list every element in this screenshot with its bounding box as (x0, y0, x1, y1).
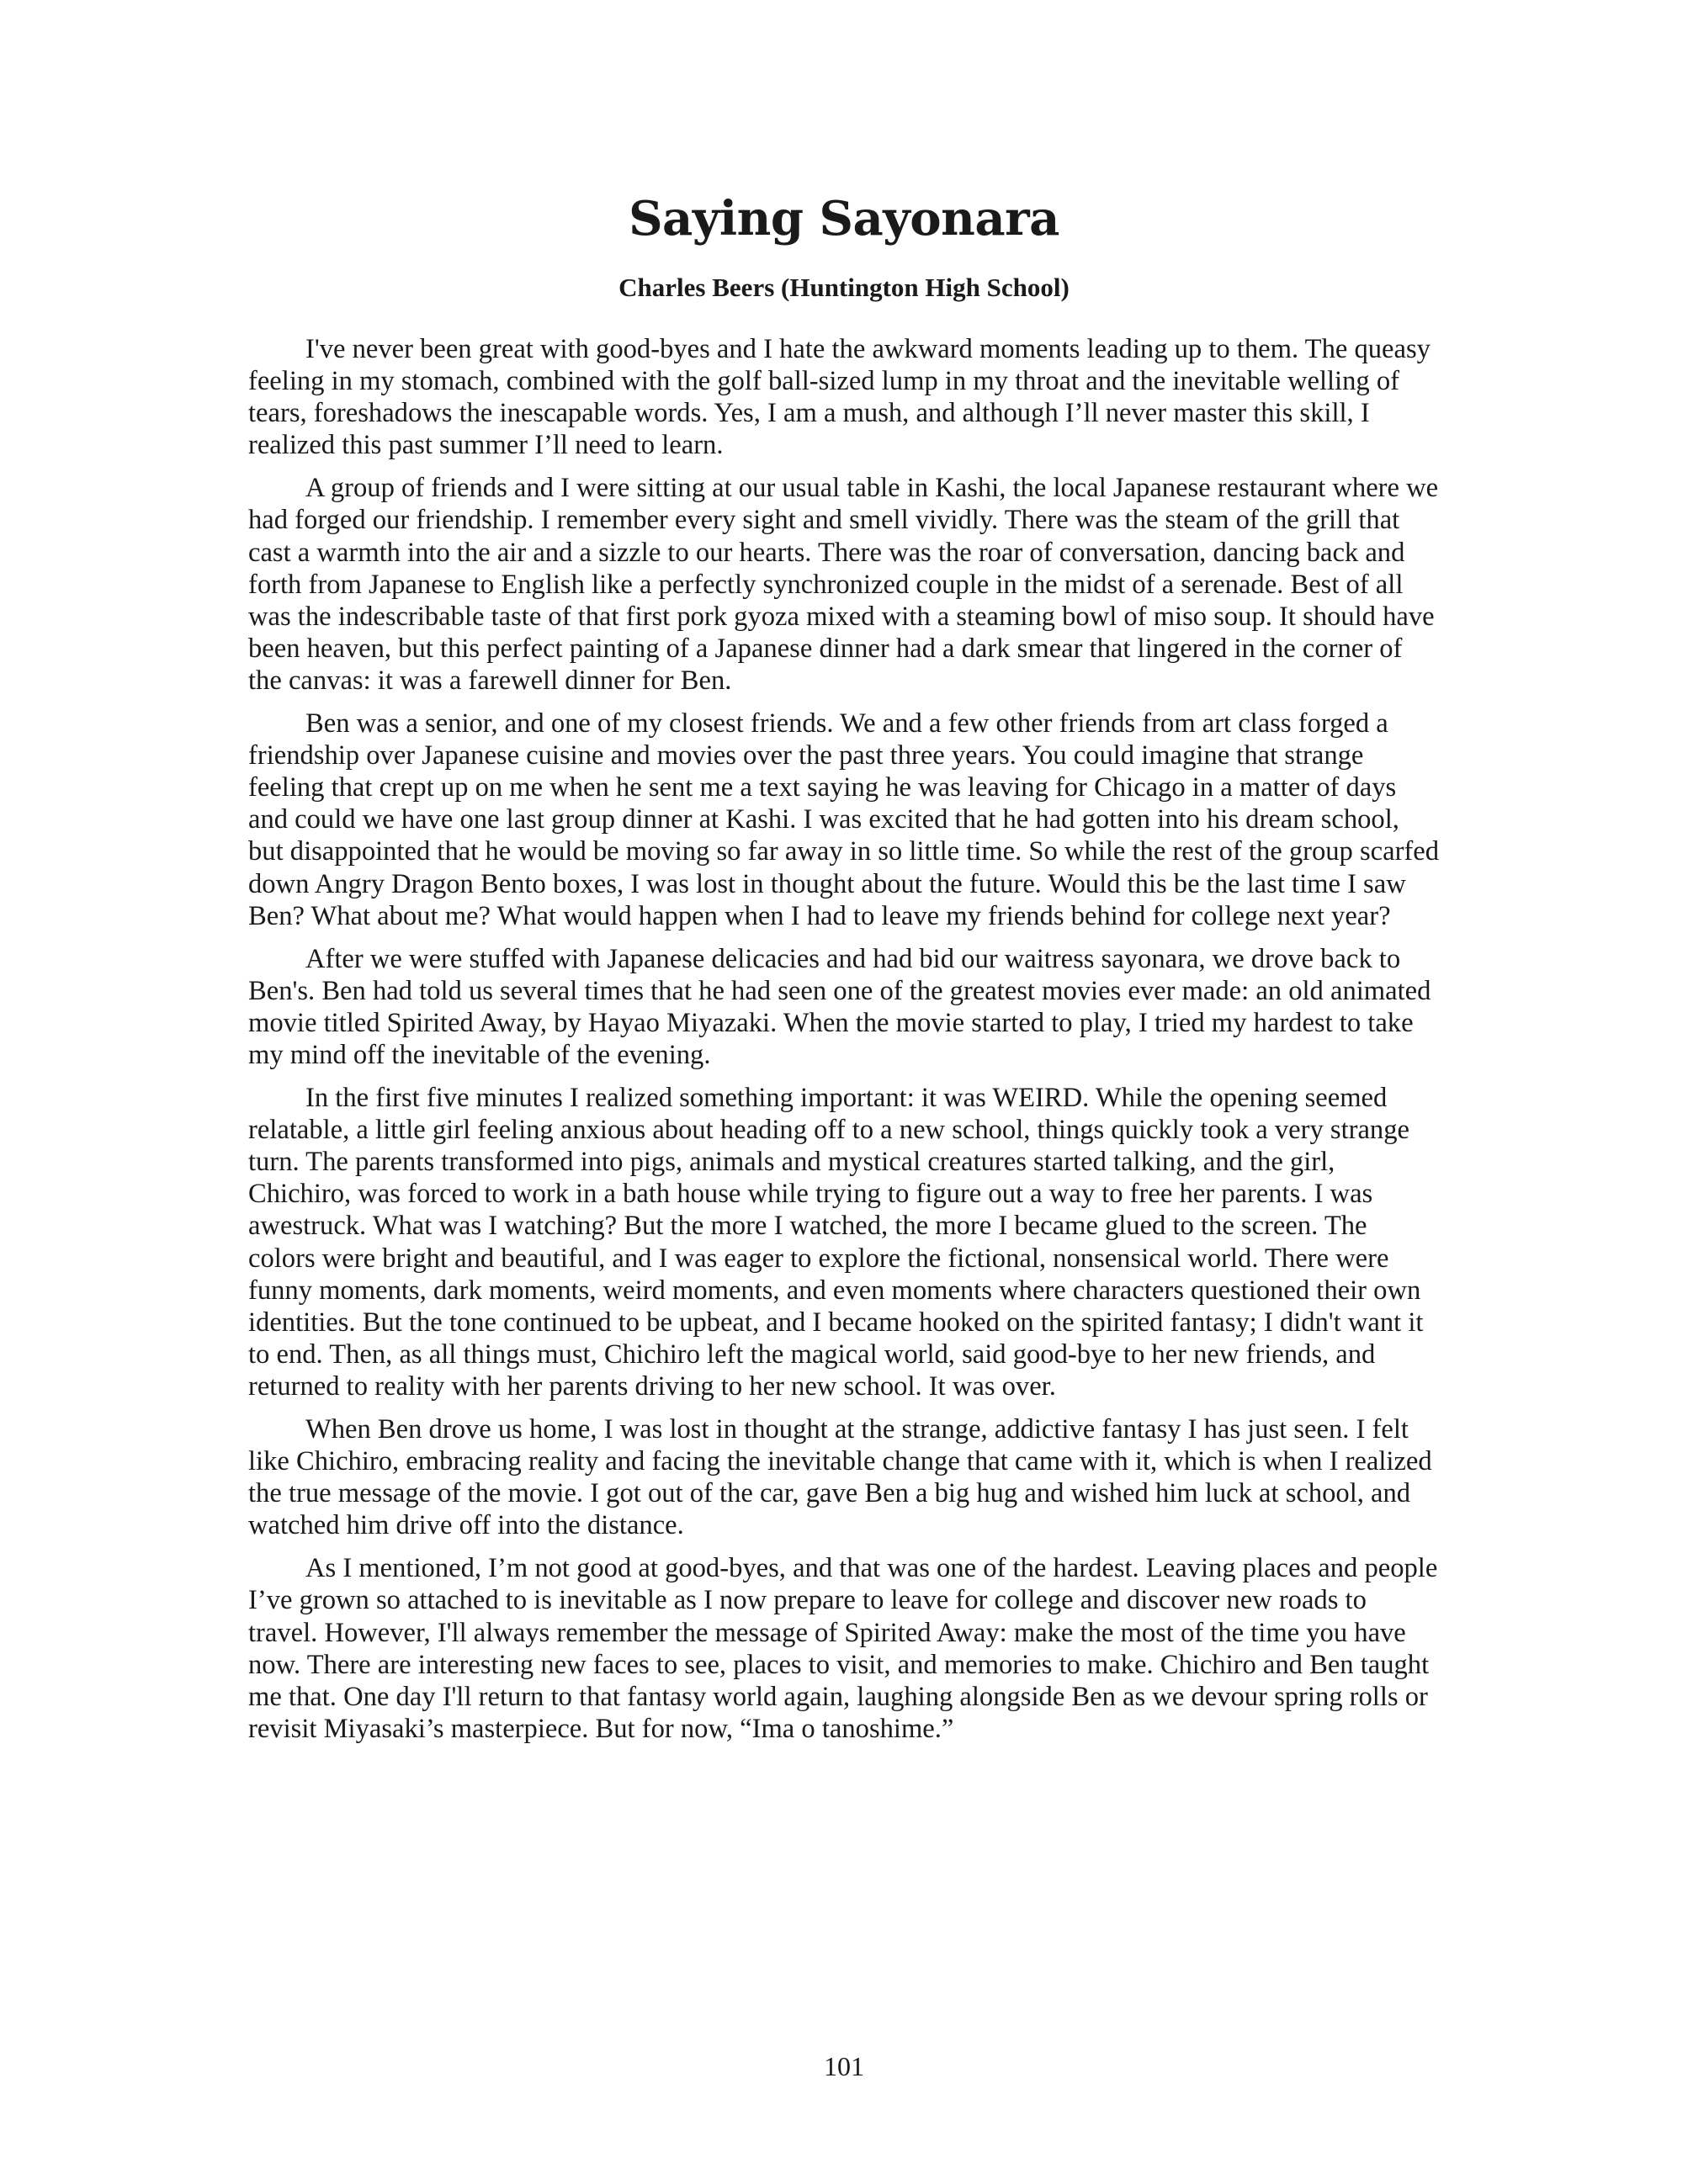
essay-title: Saying Sayonara (629, 191, 1059, 246)
author-byline: Charles Beers (Huntington High School) (618, 273, 1070, 302)
paragraph: As I mentioned, I’m not good at good-byes, and that was one of the hardest. Leaving places and people I’ve grown so attached to is inevitable as I now prepare to leave for college and discover new roads to travel. However, I'll always remember the message of Spirited Away: make the most of the time you have now. There are interesting new faces to see, places to visit, and memories to make. Chichiro and Ben taught me that. One day I'll return to that fantasy world again, laughing alongside Ben as we devour spring rolls or revisit Miyasaki’s masterpiece. But for now, “Ima o tanoshime.” (248, 1553, 1438, 1744)
essay-body (248, 333, 1440, 1756)
paragraph: After we were stuffed with Japanese delicacies and had bid our waitress sayonara, we drove back to Ben's. Ben had told us several times that he had seen one of the greatest movies ever made: an old animated movie titled Spirited Away, by Hayao Miyazaki. When the movie started to play, I tried my hardest to take my mind off the inevitable of the evening. (248, 943, 1431, 1070)
paragraph: When Ben drove us home, I was lost in thought at the strange, addictive fantasy I has just seen. I felt like Chichiro, embracing reality and facing the inevitable change that came with it, which is when I realized the true message of the movie. I got out of the car, gave Ben a big hug and wished him luck at school, and watched him drive off into the distance. (248, 1414, 1432, 1541)
paragraph: A group of friends and I were sitting at our usual table in Kashi, the local Japanese restaurant where we had forged our friendship. I remember every sight and smell vividly. There was the steam of the grill that cast a warmth into the air and a sizzle to our hearts. There was the roar of conversation, dancing back and forth from Japanese to English like a perfectly synchronized couple in the midst of a serenade. Best of all was the indescribable taste of that first pork gyoza mixed with a steaming bowl of miso soup. It should have been heaven, but this perfect painting of a Japanese dinner had a dark smear that lingered in the corner of the canvas: it was a farewell dinner for Ben. (248, 473, 1439, 696)
paragraph: In the first five minutes I realized something important: it was WEIRD. While the opening seemed relatable, a little girl feeling anxious about heading off to a new school, things quickly took a very strange turn. The parents transformed into pigs, animals and mystical creatures started talking, and the girl, Chichiro, was forced to work in a bath house while trying to figure out a way to free her parents. I was awestruck. What was I watching? But the more I watched, the more I became glued to the screen. The colors were bright and beautiful, and I was eager to explore the fictional, nonsensical world. There were funny moments, dark moments, weird moments, and even moments where characters questioned their own identities. But the tone continued to be upbeat, and I became hooked on the spirited fantasy; I didn't want it to end. Then, as all things must, Chichiro left the magical world, said good-bye to her new friends, and returned to reality with her parents driving to her new school. It was over. (248, 1083, 1424, 1402)
paragraph: I've never been great with good-byes and I hate the awkward moments leading up to them. The queasy feeling in my stomach, combined with the golf ball-sized lump in my throat and the inevitable welling of tears, foreshadows the inescapable words. Yes, I am a mush, and although I’ll never master this skill, I realized this past summer I’ll need to learn. (248, 334, 1431, 461)
page-number: 101 (824, 2051, 864, 2081)
paragraph: Ben was a senior, and one of my closest friends. We and a few other friends from art class forged a friendship over Japanese cuisine and movies over the past three years. You could imagine that strange feeling that crept up on me when he sent me a text saying he was leaving for Chicago in a matter of days and could we have one last group dinner at Kashi. I was excited that he had gotten into his dream school, but disappointed that he would be moving so far away in so little time. So while the rest of the group scarfed down Angry Dragon Bento boxes, I was lost in thought about the future. Would this be the last time I saw Ben? What about me? What would happen when I had to leave my friends behind for college next year? (248, 708, 1440, 931)
